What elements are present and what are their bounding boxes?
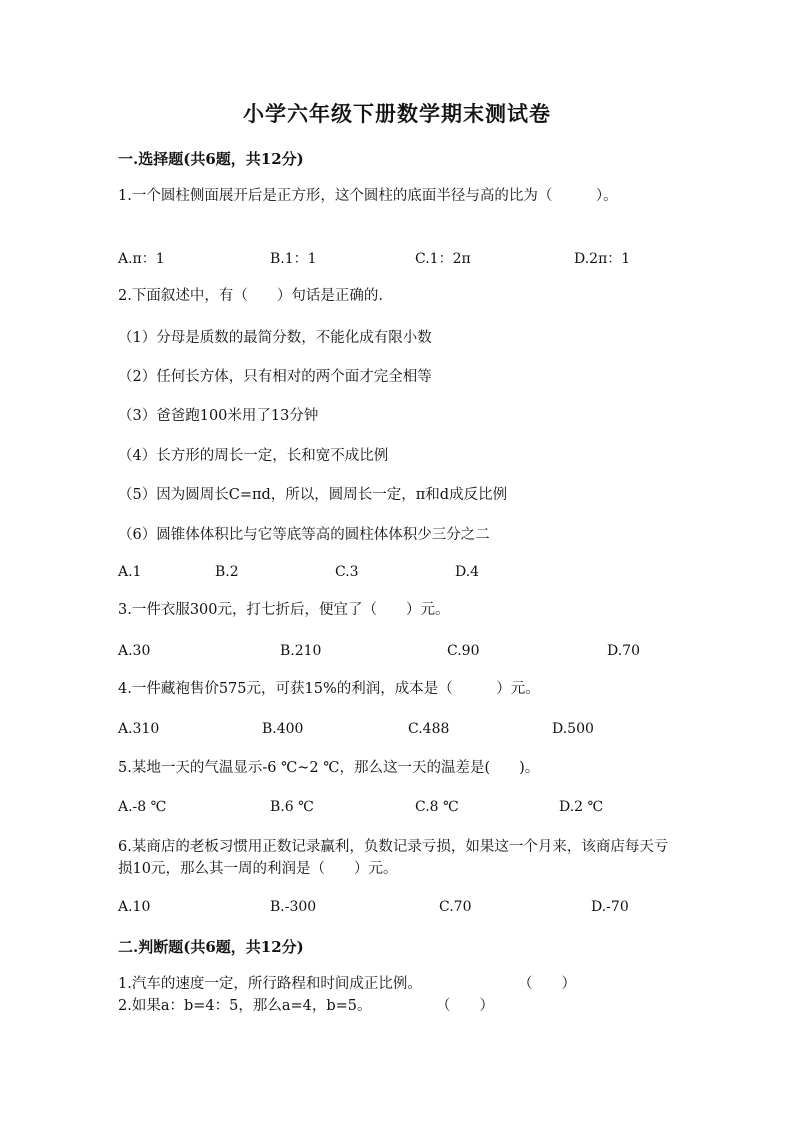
- option-d: D.2 ℃: [559, 799, 604, 815]
- option-b: B.210: [280, 643, 322, 659]
- section-header-multiple-choice: 一.选择题(共6题，共12分): [118, 150, 304, 168]
- question-2-options: [118, 564, 678, 584]
- option-a: A.310: [118, 721, 160, 737]
- judgment-2-text: 2.如果a：b=4：5，那么a=4，b=5。: [118, 998, 372, 1014]
- question-2-statement: （6）圆锥体体积比与它等底等高的圆柱体体积少三分之二: [118, 527, 490, 543]
- option-b: B.2: [215, 564, 239, 580]
- question-3-text: 3.一件衣服300元，打七折后，便宜了（ ）元。: [118, 602, 450, 618]
- answer-blank: （ ）: [436, 998, 494, 1014]
- question-4-text: 4.一件藏袍售价575元，可获15%的利润，成本是（ ）元。: [118, 681, 540, 697]
- option-d: D.70: [607, 643, 640, 659]
- option-c: C.488: [408, 721, 450, 737]
- option-d: D.500: [552, 721, 594, 737]
- option-b: B.400: [262, 721, 304, 737]
- option-a: A.1: [118, 564, 142, 580]
- question-6-options: [118, 899, 678, 919]
- option-a: A.10: [118, 899, 151, 915]
- answer-blank: （ ）: [518, 976, 576, 992]
- question-5-text: 5.某地一天的气温显示-6 ℃~2 ℃，那么这一天的温差是( )。: [118, 760, 540, 776]
- question-1-text: 1.一个圆柱侧面展开后是正方形，这个圆柱的底面半径与高的比为（ ）。: [118, 188, 618, 204]
- option-c: C.90: [447, 643, 480, 659]
- question-2-statement: （3）爸爸跑100米用了13分钟: [118, 408, 319, 424]
- option-c: C.70: [439, 899, 472, 915]
- judgment-2: [118, 995, 678, 1017]
- option-d: D.4: [455, 564, 480, 580]
- question-2-statement: （5）因为圆周长C=πd，所以，圆周长一定，π和d成反比例: [118, 487, 508, 503]
- question-5-options: [118, 799, 678, 819]
- option-d: D.-70: [591, 899, 629, 915]
- question-3-options: [118, 643, 678, 663]
- option-a: A.π：1: [118, 251, 165, 267]
- judgment-1: [118, 973, 678, 995]
- option-a: A.30: [118, 643, 151, 659]
- question-4-options: [118, 721, 678, 741]
- section-header-true-false: 二.判断题(共6题，共12分): [118, 938, 304, 956]
- option-c: C.8 ℃: [415, 799, 459, 815]
- question-6-text: 6.某商店的老板习惯用正数记录赢利，负数记录亏损，如果这一个月来，该商店每天亏损10元，那么其一周的利润是（ ）元。: [118, 839, 669, 877]
- judgment-1-text: 1.汽车的速度一定，所行路程和时间成正比例。: [118, 976, 422, 992]
- option-b: B.-300: [270, 899, 317, 915]
- question-2-statement: （4）长方形的周长一定，长和宽不成比例: [118, 448, 389, 464]
- option-a: A.-8 ℃: [118, 799, 167, 815]
- option-c: C.1：2π: [415, 251, 471, 267]
- question-2-text: 2.下面叙述中，有（ ）句话是正确的.: [118, 288, 383, 304]
- option-b: B.1：1: [270, 251, 317, 267]
- option-c: C.3: [335, 564, 359, 580]
- question-1-options: [118, 248, 678, 268]
- question-2-statement: （1）分母是质数的最简分数，不能化成有限小数: [118, 330, 432, 346]
- option-b: B.6 ℃: [270, 799, 314, 815]
- page-title: 小学六年级下册数学期末测试卷: [243, 101, 551, 126]
- question-2-statement: （2）任何长方体，只有相对的两个面才完全相等: [118, 369, 432, 385]
- option-d: D.2π：1: [574, 251, 631, 267]
